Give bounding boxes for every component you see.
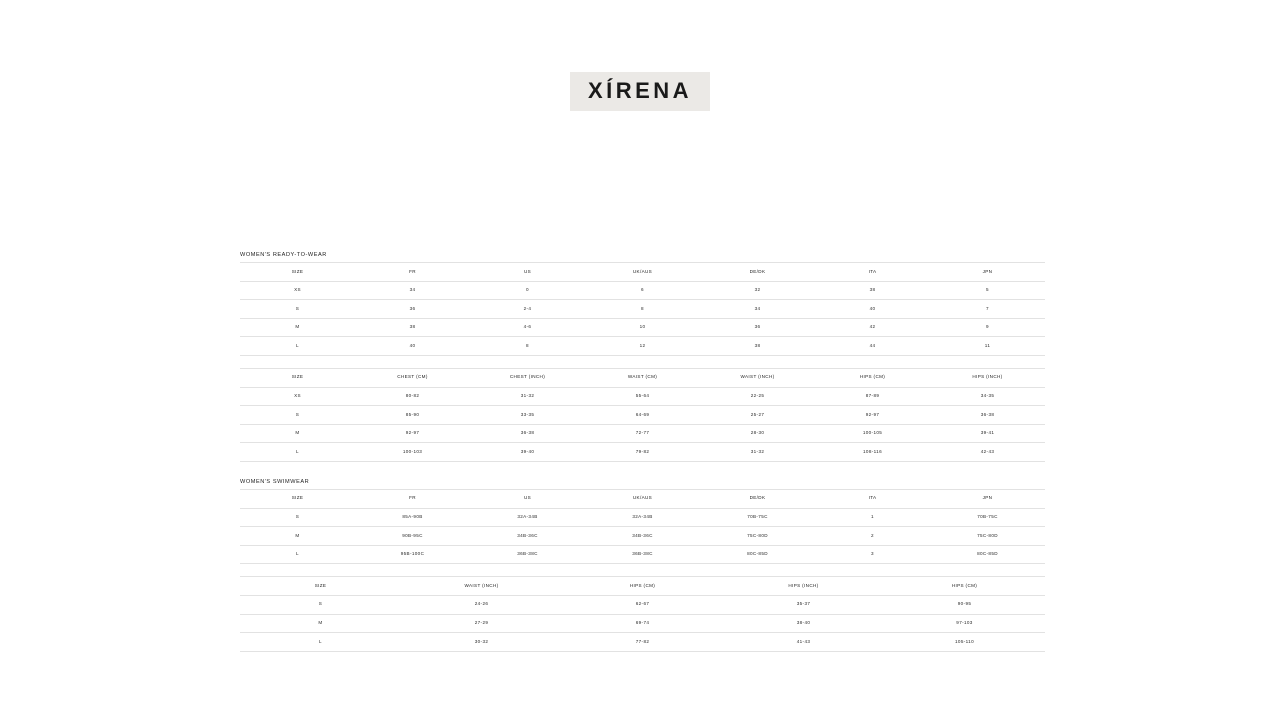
- table-spacer: [240, 356, 1045, 368]
- table-row: [240, 424, 1045, 443]
- section-title-swimwear: WOMEN'S SWIMWEAR: [240, 478, 310, 485]
- table-cell: 32A-34B: [470, 508, 585, 527]
- table-cell: 36: [700, 318, 815, 337]
- column-header: JPN: [930, 489, 1045, 508]
- table-cell: 11: [930, 337, 1045, 356]
- column-header: WAIST (INCH): [401, 577, 562, 596]
- table-cell: 35-37: [723, 595, 884, 614]
- table-cell: 75C-80D: [700, 527, 815, 546]
- column-header: SIZE: [240, 368, 355, 387]
- column-header: ITA: [815, 489, 930, 508]
- table-cell: 5: [930, 281, 1045, 300]
- table-cell: 75C-80D: [930, 527, 1045, 546]
- size-guide-content: [240, 252, 1045, 652]
- table-row: [240, 337, 1045, 356]
- table-row: [240, 545, 1045, 564]
- table-cell: 34: [700, 300, 815, 319]
- table-cell: 90-95: [884, 595, 1045, 614]
- table-cell: 95B-100C: [355, 545, 470, 564]
- table-cell: 55-64: [585, 387, 700, 406]
- table-cell: 69-74: [562, 614, 723, 633]
- table-cell: 1: [815, 508, 930, 527]
- table-cell: 40: [355, 337, 470, 356]
- table-cell: 33-35: [470, 406, 585, 425]
- table-cell: 36-38: [470, 424, 585, 443]
- table-cell: 97-103: [884, 614, 1045, 633]
- table-cell: M: [240, 527, 355, 546]
- table-cell: 40: [815, 300, 930, 319]
- table-cell: 100-103: [355, 443, 470, 462]
- table-cell: 24-26: [401, 595, 562, 614]
- table-cell: 87-89: [815, 387, 930, 406]
- table-header-row: [240, 263, 1045, 282]
- table-row: [240, 508, 1045, 527]
- column-header: WAIST (INCH): [700, 368, 815, 387]
- table-cell: 31-32: [700, 443, 815, 462]
- table-cell: 36B-38C: [585, 545, 700, 564]
- table-cell: 25-27: [700, 406, 815, 425]
- table-row: [240, 300, 1045, 319]
- table-cell: 80C-85D: [700, 545, 815, 564]
- table-cell: 70B-75C: [700, 508, 815, 527]
- column-header: WAIST (CM): [585, 368, 700, 387]
- table-cell: 0: [470, 281, 585, 300]
- table-header-row: [240, 577, 1045, 596]
- table-cell: 36B-38C: [470, 545, 585, 564]
- table-cell: 62-67: [562, 595, 723, 614]
- table-cell: 108-116: [815, 443, 930, 462]
- table-cell: 27-29: [401, 614, 562, 633]
- table-cell: 38: [815, 281, 930, 300]
- column-header: SIZE: [240, 489, 355, 508]
- table-cell: 38: [700, 337, 815, 356]
- column-header: HIPS (INCH): [930, 368, 1045, 387]
- table-cell: 2: [815, 527, 930, 546]
- table-cell: 7: [930, 300, 1045, 319]
- table-cell: 10: [585, 318, 700, 337]
- column-header: DE/DK: [700, 489, 815, 508]
- column-header: SIZE: [240, 263, 355, 282]
- table-cell: 42-43: [930, 443, 1045, 462]
- column-header: DE/DK: [700, 263, 815, 282]
- column-header: FR: [355, 489, 470, 508]
- table-header-row: [240, 489, 1045, 508]
- column-header: CHEST (CM): [355, 368, 470, 387]
- table-rtw-measurements: [240, 368, 1045, 462]
- table-cell: 42: [815, 318, 930, 337]
- table-cell: 44: [815, 337, 930, 356]
- column-header: UK/AUS: [585, 263, 700, 282]
- table-swim-international-sizes: [240, 489, 1045, 564]
- table-cell: 32A-34B: [585, 508, 700, 527]
- table-cell: 85A-90B: [355, 508, 470, 527]
- column-header: HIPS (CM): [562, 577, 723, 596]
- table-cell: 34-35: [930, 387, 1045, 406]
- column-header: JPN: [930, 263, 1045, 282]
- table-cell: 3: [815, 545, 930, 564]
- table-cell: 34B-36C: [585, 527, 700, 546]
- table-cell: 34: [355, 281, 470, 300]
- table-cell: 92-97: [355, 424, 470, 443]
- column-header: SIZE: [240, 577, 401, 596]
- table-cell: 6: [585, 281, 700, 300]
- table-row: [240, 527, 1045, 546]
- table-cell: L: [240, 633, 401, 652]
- brand-logo: XÍRENA: [570, 72, 710, 111]
- table-cell: 8: [585, 300, 700, 319]
- table-row: [240, 443, 1045, 462]
- table-cell: 9: [930, 318, 1045, 337]
- table-cell: 41-43: [723, 633, 884, 652]
- column-header: HIPS (INCH): [723, 577, 884, 596]
- table-row: [240, 595, 1045, 614]
- table-cell: 36-38: [930, 406, 1045, 425]
- table-row: [240, 387, 1045, 406]
- table-cell: 90B-95C: [355, 527, 470, 546]
- table-cell: 30-32: [401, 633, 562, 652]
- section-title-ready-to-wear: WOMEN'S READY-TO-WEAR: [240, 252, 327, 258]
- table-cell: S: [240, 406, 355, 425]
- table-cell: M: [240, 424, 355, 443]
- table-cell: 22-25: [700, 387, 815, 406]
- column-header: CHEST (INCH): [470, 368, 585, 387]
- column-header: HIPS (CM): [815, 368, 930, 387]
- table-cell: 80C-85D: [930, 545, 1045, 564]
- table-cell: 72-77: [585, 424, 700, 443]
- table-cell: L: [240, 337, 355, 356]
- table-rtw-international-sizes: [240, 262, 1045, 356]
- table-cell: S: [240, 300, 355, 319]
- table-cell: XS: [240, 387, 355, 406]
- table-row: [240, 406, 1045, 425]
- table-cell: 4-6: [470, 318, 585, 337]
- table-cell: 64-69: [585, 406, 700, 425]
- table-cell: M: [240, 614, 401, 633]
- table-cell: M: [240, 318, 355, 337]
- table-cell: XS: [240, 281, 355, 300]
- table-spacer: [240, 564, 1045, 576]
- table-cell: 12: [585, 337, 700, 356]
- table-cell: 38-40: [723, 614, 884, 633]
- table-swim-measurements: [240, 576, 1045, 651]
- table-header-row: [240, 368, 1045, 387]
- table-cell: S: [240, 508, 355, 527]
- table-cell: 92-97: [815, 406, 930, 425]
- column-header: UK/AUS: [585, 489, 700, 508]
- table-cell: 28-30: [700, 424, 815, 443]
- table-cell: 32: [700, 281, 815, 300]
- table-row: [240, 281, 1045, 300]
- column-header: US: [470, 263, 585, 282]
- column-header: FR: [355, 263, 470, 282]
- table-cell: 34B-36C: [470, 527, 585, 546]
- table-cell: L: [240, 545, 355, 564]
- table-row: [240, 633, 1045, 652]
- column-header: HIPS (CM): [884, 577, 1045, 596]
- table-cell: 2-4: [470, 300, 585, 319]
- table-cell: 39-40: [470, 443, 585, 462]
- brand-header: [0, 72, 1280, 111]
- table-cell: 80-82: [355, 387, 470, 406]
- table-cell: 31-32: [470, 387, 585, 406]
- table-cell: L: [240, 443, 355, 462]
- table-row: [240, 614, 1045, 633]
- column-header: ITA: [815, 263, 930, 282]
- table-cell: 8: [470, 337, 585, 356]
- table-cell: 85-90: [355, 406, 470, 425]
- table-cell: S: [240, 595, 401, 614]
- column-header: US: [470, 489, 585, 508]
- table-cell: 70B-75C: [930, 508, 1045, 527]
- table-cell: 105-110: [884, 633, 1045, 652]
- table-cell: 38: [355, 318, 470, 337]
- table-cell: 79-82: [585, 443, 700, 462]
- table-row: [240, 318, 1045, 337]
- table-cell: 100-105: [815, 424, 930, 443]
- table-cell: 36: [355, 300, 470, 319]
- table-cell: 39-41: [930, 424, 1045, 443]
- table-cell: 77-82: [562, 633, 723, 652]
